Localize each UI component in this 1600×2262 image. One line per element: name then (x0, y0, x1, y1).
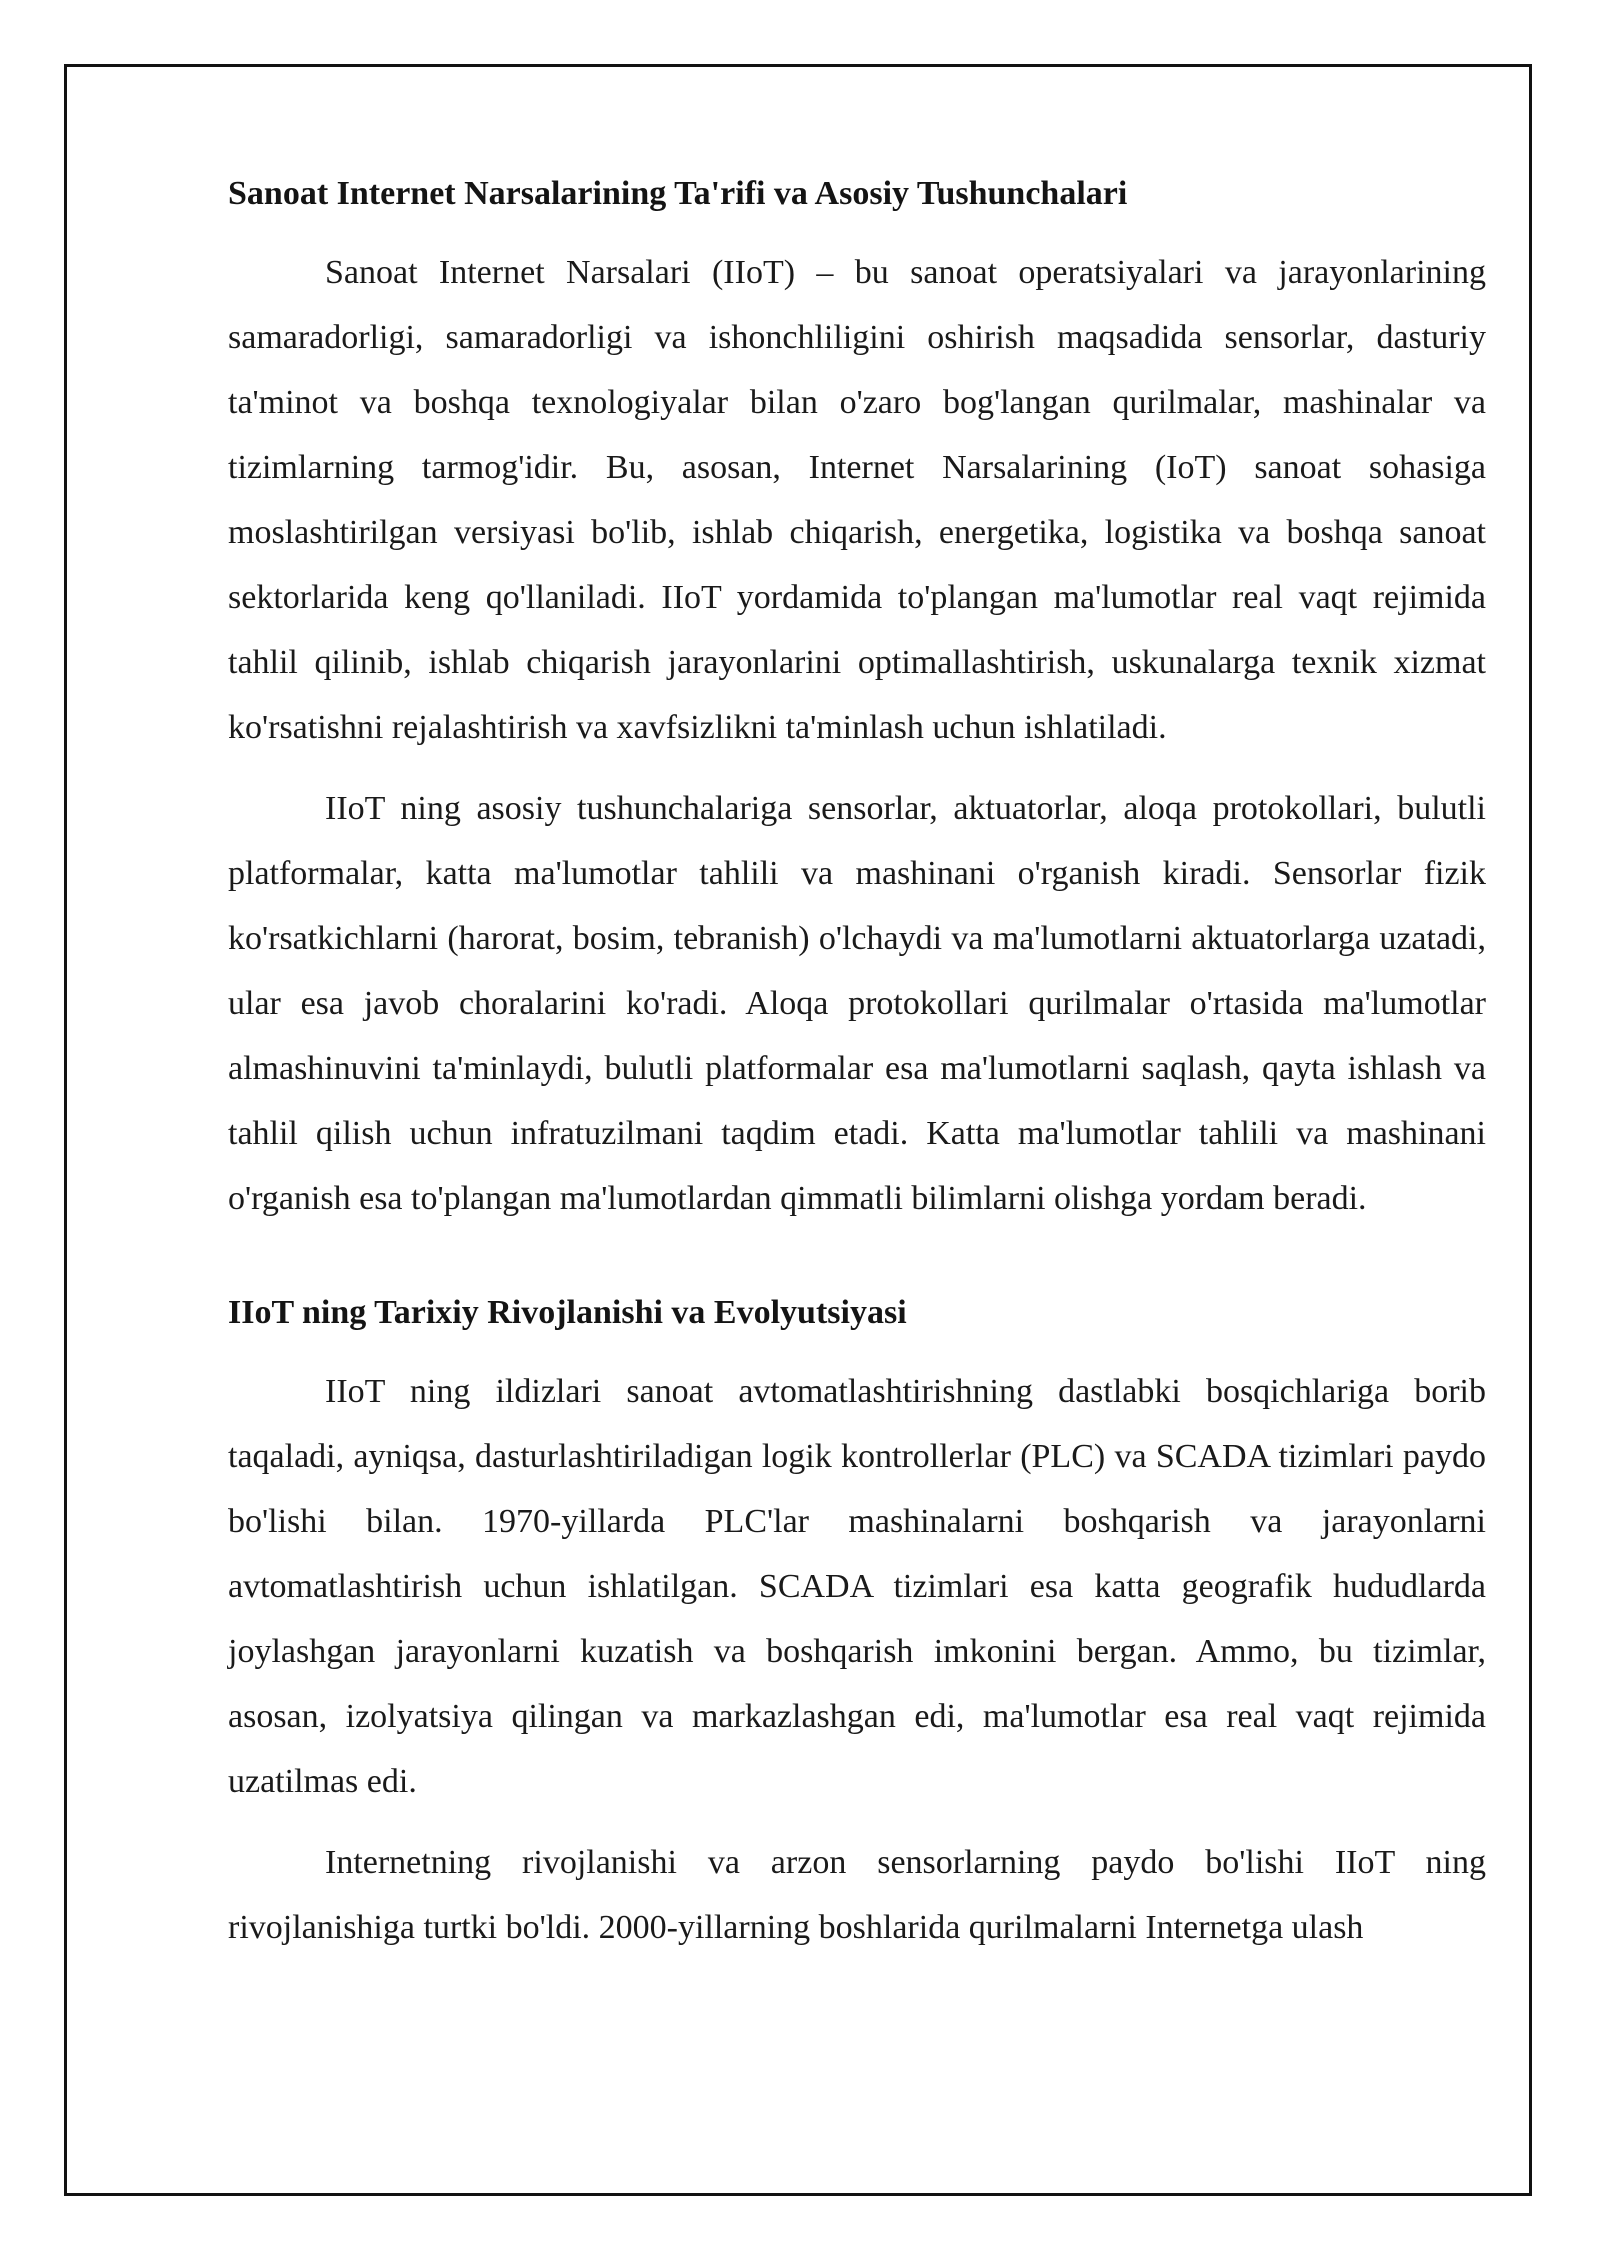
paragraph-key-concepts: IIoT ning asosiy tushunchalariga sensorlar, aktuatorlar, aloqa protokollari, bulutli platformalar, katta ma'lumotlar tahlili va mashinani o'rganish kiradi. Sensorlar fizik ko'rsatkichlarni (harorat, bosim, tebranish) o'lchaydi va ma'lumotlarni aktuatorlarga uzatadi, ular esa javob choralarini ko'radi. Aloqa protokollari qurilmalar o'rtasida ma'lumotlar almashinuvini ta'minlaydi, bulutli platformalar esa ma'lumotlarni saqlash, qayta ishlash va tahlil qilish uchun infratuzilmani taqdim etadi. Katta ma'lumotlar tahlili va mashinani o'rganish esa to'plangan ma'lumotlardan qimmatli bilimlarni olishga yordam beradi. (228, 790, 1486, 1217)
section-heading-history: IIoT ning Tarixiy Rivojlanishi va Evolyutsiyasi (228, 1294, 907, 1331)
paragraph-history-roots: IIoT ning ildizlari sanoat avtomatlashtirishning dastlabki bosqichlariga borib taqaladi, ayniqsa, dasturlashtiriladigan logik kontrollerlar (PLC) va SCADA tizimlari paydo bo'lishi bilan. 1970-yillarda PLC'lar mashinalarni boshqarish va jarayonlarni avtomatlashtirish uchun ishlatilgan. SCADA tizimlari esa katta geografik hududlarda joylashgan jarayonlarni kuzatish va boshqarish imkonini bergan. Ammo, bu tizimlar, asosan, izolyatsiya qilingan va markazlashgan edi, ma'lumotlar esa real vaqt rejimida uzatilmas edi. (228, 1373, 1486, 1800)
paragraph-definition: Sanoat Internet Narsalari (IIoT) – bu sanoat operatsiyalari va jarayonlarining samaradorligi, samaradorligi va ishonchliligini oshirish maqsadida sensorlar, dasturiy ta'minot va boshqa texnologiyalar bilan o'zaro bog'langan qurilmalar, mashinalar va tizimlarning tarmog'idir. Bu, asosan, Internet Narsalarining (IoT) sanoat sohasiga moslashtirilgan versiyasi bo'lib, ishlab chiqarish, energetika, logistika va boshqa sanoat sektorlarida keng qo'llaniladi. IIoT yordamida to'plangan ma'lumotlar real vaqt rejimida tahlil qilinib, ishlab chiqarish jarayonlarini optimallashtirish, uskunalarga texnik xizmat ko'rsatishni rejalashtirish va xavfsizlikni ta'minlash uchun ishlatiladi. (228, 254, 1486, 746)
paragraph-history-internet: Internetning rivojlanishi va arzon sensorlarning paydo bo'lishi IIoT ning rivojlanishiga turtki bo'ldi. 2000-yillarning boshlarida qurilmalarni Internetga ulash (228, 1844, 1486, 1946)
document-body (228, 170, 1486, 1976)
section-heading-definition: Sanoat Internet Narsalarining Ta'rifi va Asosiy Tushunchalari (228, 175, 1128, 212)
